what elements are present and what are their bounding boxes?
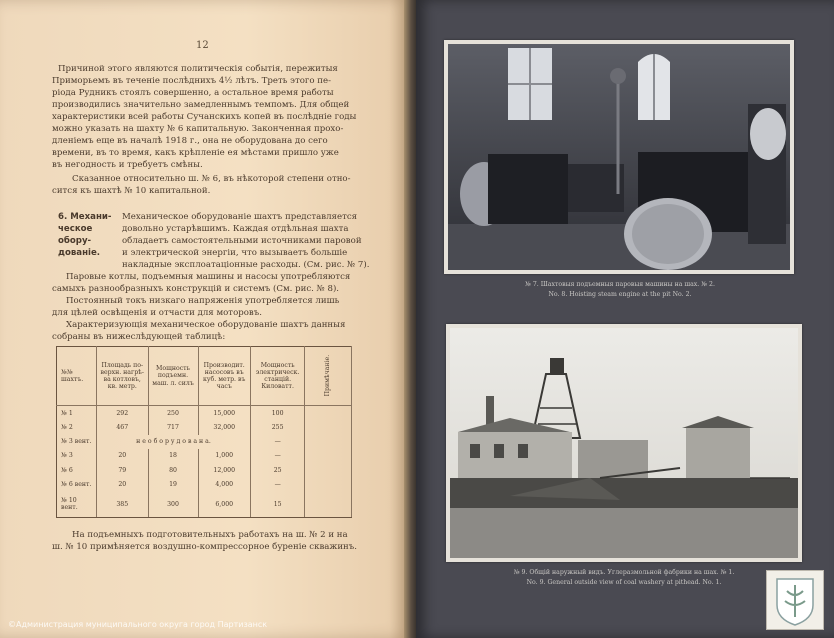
paragraph-line: ріода Рудникъ стоялъ совершенно, а остальное время работы [52, 88, 334, 98]
table-cell: 300 [148, 491, 198, 517]
photo2-caption-ru: № 9. Общій наружный видъ. Углеразмольной фабрики на шах. № 1. [513, 569, 735, 576]
section-heading: 6. Механи-ческое обору-дованіе. [58, 212, 112, 258]
paragraph-line: собраны въ нижеслѣдующей таблицѣ: [52, 332, 226, 342]
paragraph-line: Характеризующія механическое оборудованіе шахтъ данныя [66, 320, 346, 330]
paragraph-line: характеристики всей работы Сучанскихъ копей въ послѣдніе годы [52, 112, 357, 122]
table-cell: 100 [250, 406, 304, 421]
table-cell: № 3 [57, 449, 97, 463]
table-cell: 292 [97, 406, 148, 421]
table-cell: 15 [250, 491, 304, 517]
paragraph-line: дленіемъ еще въ началѣ 1918 г., она не оборудована до сего [52, 136, 328, 146]
table-row [57, 491, 352, 517]
table-cell [305, 406, 352, 421]
page-number: 12 [196, 40, 209, 51]
table-row [57, 435, 352, 449]
paragraph-line: Постоянный токъ низкаго напряженія употребляется лишь [66, 296, 340, 306]
coat-of-arms-logo [766, 570, 824, 630]
table-cell: 717 [148, 420, 198, 434]
paragraph-line: Причиной этого являются политическія событія, пережитыя [58, 64, 338, 74]
table-cell: — [250, 435, 304, 449]
table-cell: 6,000 [198, 491, 250, 517]
table-header-cell: №№ шахтъ. [57, 347, 97, 406]
paragraph-line: Приморьемъ въ теченіе послѣднихъ 4½ лѣтъ. Треть этого пе- [52, 76, 332, 86]
table-cell: 385 [97, 491, 148, 517]
table-cell: № 2 [57, 420, 97, 434]
photo2-caption-en: No. 9. General outside view of coal washery at pithead. No. 1. [526, 579, 722, 586]
table-cell: 255 [250, 420, 304, 434]
table-cell [305, 435, 352, 449]
table-cell: — [250, 477, 304, 491]
table-cell: 20 [97, 477, 148, 491]
paragraph-line: сится къ шахтѣ № 10 капитальной. [52, 186, 211, 196]
table-cell: 80 [148, 463, 198, 477]
table-header-cell: Мощность подъемн. маш. л. силъ [148, 347, 198, 406]
table-cell: 79 [97, 463, 148, 477]
table-header-cell: Мощность электрическ. станцій. Киловатт. [250, 347, 304, 406]
table-cell: 18 [148, 449, 198, 463]
table-header-row [57, 347, 352, 406]
table-cell: 25 [250, 463, 304, 477]
table-cell: 250 [148, 406, 198, 421]
table-cell: 12,000 [198, 463, 250, 477]
photo-engine-room [444, 40, 794, 274]
table-row [57, 420, 352, 434]
table-cell: 20 [97, 449, 148, 463]
engine-room-photo [448, 44, 790, 270]
paragraph-line: производились значительно замедленнымъ темпомъ. Для общей [52, 100, 350, 110]
paragraph-line: въ негодность и требуетъ смѣны. [52, 160, 203, 170]
table-row [57, 463, 352, 477]
table-cell [305, 449, 352, 463]
table-cell: 32,000 [198, 420, 250, 434]
table-cell: 19 [148, 477, 198, 491]
table-cell: № 1 [57, 406, 97, 421]
table-row [57, 449, 352, 463]
photo-coal-washery [446, 324, 802, 562]
table-row [57, 406, 352, 421]
emblem-icon [767, 571, 823, 629]
coal-washery-photo [450, 328, 798, 558]
table-cell: № 3 вент. [57, 435, 97, 449]
paragraph-line: На подъемныхъ подготовительныхъ работахъ на ш. № 2 и на [72, 530, 348, 540]
table-header-vertical-label: Примѣчаніе. [324, 355, 332, 397]
table-cell: № 6 [57, 463, 97, 477]
paragraph-line: Механическое оборудованіе шахтъ представляется [122, 212, 358, 222]
paragraph-line: Паровые котлы, подъемныя машины и насосы употребляются [66, 272, 351, 282]
table-cell-merged: н е о б о р у д о в а н а. [97, 435, 251, 449]
table-cell [305, 463, 352, 477]
paragraph-line: времени, въ то время, какъ крѣпленіе ея мѣстами пришло уже [52, 148, 339, 158]
table-cell: № 10 вент. [57, 491, 97, 517]
table-header-cell: Площадь по-верхн. нагрѣ-ва котловъ, кв. метр. [97, 347, 148, 406]
paragraph-line: можно указать на шахту № 6 капитальную. Законченная прохо- [52, 124, 344, 134]
photo1-caption-ru: № 7. Шахтовыя подъемныя паровыя машины на шах. № 2. [525, 281, 715, 288]
watermark: ©Администрация муниципального округа город Партизанск [8, 620, 268, 629]
table-cell [305, 491, 352, 517]
table-cell: № 6 вент. [57, 477, 97, 491]
paragraph-line: Сказанное относительно ш. № 6, въ нѣкоторой степени отно- [72, 174, 351, 184]
table-cell [305, 420, 352, 434]
table-cell: 4,000 [198, 477, 250, 491]
paragraph-line: накладные эксплоатаціонные расходы. (См. рис. № 7). [122, 260, 370, 270]
table-cell: 1,000 [198, 449, 250, 463]
paragraph-line: обладаетъ самостоятельными источниками паровой [122, 236, 362, 246]
paragraph-line: довольно устарѣвшимъ. Каждая отдѣльная шахта [122, 224, 349, 234]
table-row [57, 477, 352, 491]
photo1-caption-en: No. 8. Hoisting steam engine at the pit No. 2. [548, 291, 692, 298]
table-header-cell [305, 347, 352, 406]
left-page [0, 0, 410, 638]
table-cell [305, 477, 352, 491]
table-cell: 467 [97, 420, 148, 434]
paragraph-line: самыхъ разнообразныхъ конструкцій и системъ (См. рис. № 8). [52, 284, 340, 294]
table-cell: 15,000 [198, 406, 250, 421]
table-cell: — [250, 449, 304, 463]
equipment-table [56, 346, 352, 518]
paragraph-line: для цѣлей освѣщенія и отчасти для моторовъ. [52, 308, 262, 318]
paragraph-line: и электрической энергіи, что вызываетъ большіе [122, 248, 348, 258]
paragraph-line: ш. № 10 примѣняется воздушно-компрессорное буреніе скважинъ. [52, 542, 357, 552]
table-header-cell: Производит. насосовъ въ куб. метр. въ часъ [198, 347, 250, 406]
